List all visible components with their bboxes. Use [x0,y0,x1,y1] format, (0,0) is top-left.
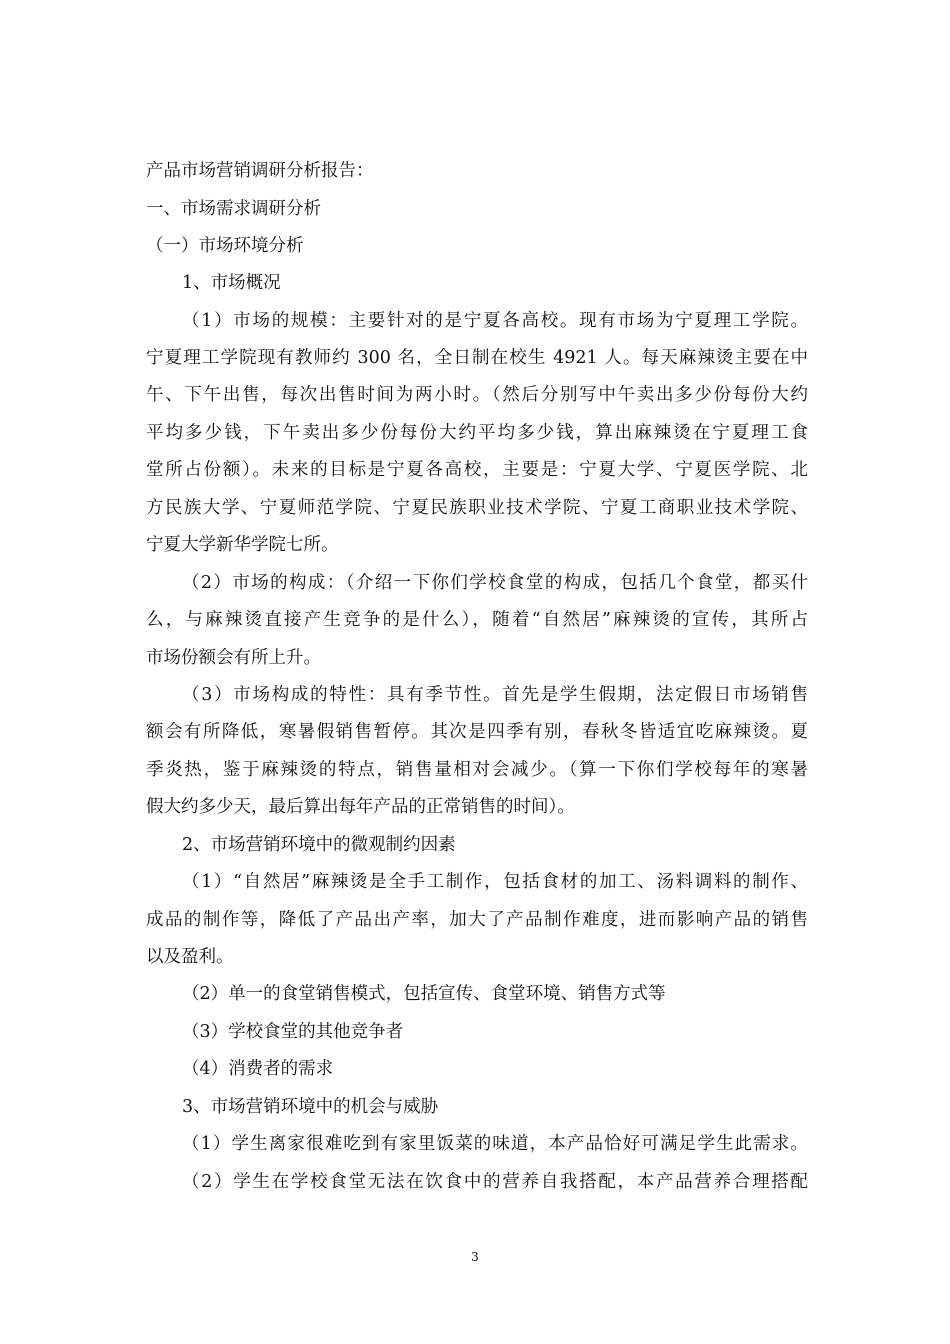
paragraph-line: 成品的制作等，降低了产品出产率，加大了产品制作难度，进而影响产品的销售 [146,910,808,930]
paragraph-line: （1）市场的规模：主要针对的是宁夏各高校。现有市场为宁夏理工学院。 [182,311,808,331]
item-heading: 1、市场概况 [182,273,281,293]
paragraph-line: 市场份额会有所上升。 [146,648,321,668]
paragraph-line: 午、下午出售，每次出售时间为两小时。（然后分别写中午卖出多少份每份大约 [146,385,808,405]
item-heading: 2、市场营销环境中的微观制约因素 [182,835,456,855]
section-heading: 一、市场需求调研分析 [146,199,321,219]
paragraph-line: （2）学生在学校食堂无法在饮食中的营养自我搭配，本产品营养合理搭配 [182,1172,808,1192]
paragraph-line: 假大约多少天，最后算出每年产品的正常销售的时间）。 [146,797,575,817]
paragraph-line: 方民族大学、宁夏师范学院、宁夏民族职业技术学院、宁夏工商职业技术学院、 [146,498,808,518]
paragraph-line: （1）“自然居”麻辣烫是全手工制作，包括食材的加工、汤料调料的制作、 [182,872,808,892]
paragraph-line: 以及盈利。 [146,947,234,967]
item-heading: 3、市场营销环境中的机会与威胁 [182,1097,439,1117]
paragraph-line: 季炎热，鉴于麻辣烫的特点，销售量相对会减少。（算一下你们学校每年的寒暑 [146,760,808,780]
paragraph-line: 平均多少钱，下午卖出多少份每份大约平均多少钱，算出麻辣烫在宁夏理工食 [146,423,808,443]
paragraph-line: （3）学校食堂的其他竞争者 [182,1022,404,1042]
paragraph-line: 额会有所降低，寒暑假销售暂停。其次是四季有别，春秋冬皆适宜吃麻辣烫。夏 [146,722,808,742]
paragraph-line: （4）消费者的需求 [182,1059,334,1079]
report-title: 产品市场营销调研分析报告： [146,161,374,181]
page-number: 3 [471,1250,479,1264]
subsection-heading: （一）市场环境分析 [146,236,304,256]
paragraph-line: （1）学生离家很难吃到有家里饭菜的味道，本产品恰好可满足学生此需求。 [182,1134,808,1154]
paragraph-line: （2）单一的食堂销售模式，包括宣传、食堂环境、销售方式等 [182,984,666,1004]
paragraph-line: 宁夏大学新华学院七所。 [146,535,339,555]
paragraph-line: （3）市场构成的特性：具有季节性。首先是学生假期，法定假日市场销售 [182,685,808,705]
paragraph-line: 么，与麻辣烫直接产生竞争的是什么），随着“自然居”麻辣烫的宣传，其所占 [146,610,808,630]
paragraph-line: 堂所占份额）。未来的目标是宁夏各高校，主要是：宁夏大学、宁夏医学院、北 [146,460,808,480]
paragraph-line: （2）市场的构成：（介绍一下你们学校食堂的构成，包括几个食堂，都买什 [182,573,808,593]
paragraph-line: 宁夏理工学院现有教师约 300 名，全日制在校生 4921 人。每天麻辣烫主要在中 [146,348,808,368]
